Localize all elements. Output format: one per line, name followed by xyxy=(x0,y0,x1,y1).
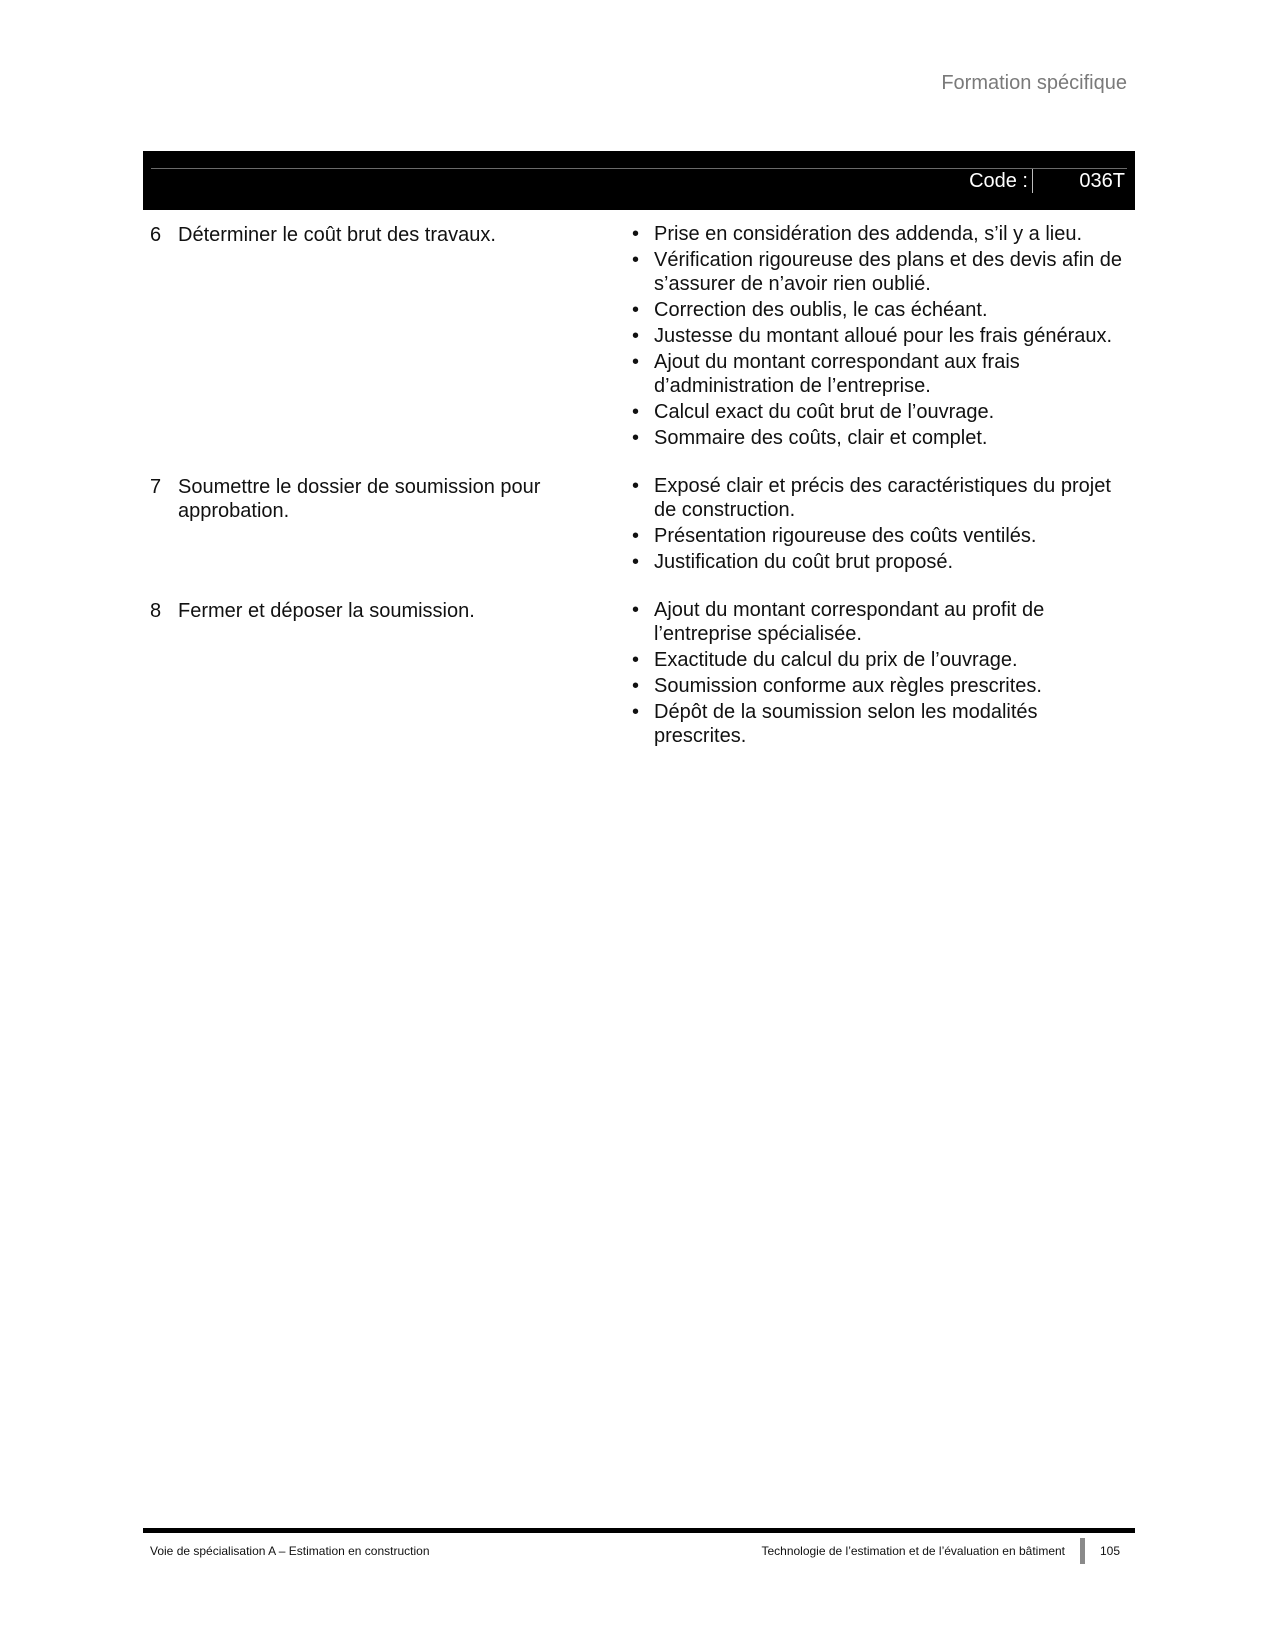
criteria-list xyxy=(630,598,1135,748)
bullet-icon: • xyxy=(632,223,640,245)
criteria-text: Vérification rigoureuse des plans et des devis afin de s’assurer de n’avoir rien oublié. xyxy=(654,249,1123,295)
criteria-text: Calcul exact du coût brut de l’ouvrage. xyxy=(654,401,995,423)
header-rule xyxy=(151,168,1127,169)
competence-text: Fermer et déposer la soumission. xyxy=(178,600,475,622)
footer-left-text: Voie de spécialisation A – Estimation en construction xyxy=(150,1544,430,1558)
criteria-text: Soumission conforme aux règles prescrites. xyxy=(654,675,1042,697)
bullet-icon: • xyxy=(632,299,640,321)
code-value: 036T xyxy=(1079,170,1125,192)
criteria-item xyxy=(630,598,1135,646)
competence-number: 7 xyxy=(150,476,162,498)
criteria-item xyxy=(630,426,1135,450)
competence-row xyxy=(143,222,1135,452)
competence-text: Soumettre le dossier de soumission pour approbation. xyxy=(178,476,541,522)
criteria-list xyxy=(630,474,1135,574)
bullet-icon: • xyxy=(632,351,640,373)
criteria-text: Présentation rigoureuse des coûts ventilés. xyxy=(654,525,1037,547)
criteria-item xyxy=(630,350,1135,398)
competence-cell xyxy=(143,598,630,750)
criteria-item xyxy=(630,298,1135,322)
bullet-icon: • xyxy=(632,599,640,621)
footer-right-text: Technologie de l’estimation et de l’évaluation en bâtiment xyxy=(761,1544,1065,1558)
criteria-text: Prise en considération des addenda, s’il y a lieu. xyxy=(654,223,1083,245)
competence-text: Déterminer le coût brut des travaux. xyxy=(178,224,496,246)
bullet-icon: • xyxy=(632,325,640,347)
criteria-text: Sommaire des coûts, clair et complet. xyxy=(654,427,988,449)
criteria-item xyxy=(630,648,1135,672)
bullet-icon: • xyxy=(632,475,640,497)
footer-rule xyxy=(143,1528,1135,1533)
code-label: Code : xyxy=(969,170,1028,192)
bullet-icon: • xyxy=(632,551,640,573)
criteria-item xyxy=(630,248,1135,296)
bullet-icon: • xyxy=(632,525,640,547)
criteria-item xyxy=(630,700,1135,748)
criteria-text: Justesse du montant alloué pour les frais généraux. xyxy=(654,325,1113,347)
page-number: 105 xyxy=(1100,1544,1121,1558)
bullet-icon: • xyxy=(632,427,640,449)
criteria-item xyxy=(630,550,1135,574)
criteria-cell xyxy=(630,598,1135,750)
code-divider xyxy=(1032,169,1033,193)
competence-table xyxy=(143,222,1135,772)
bullet-icon: • xyxy=(632,649,640,671)
bullet-icon: • xyxy=(632,675,640,697)
competence-row xyxy=(143,598,1135,750)
criteria-item xyxy=(630,222,1135,246)
criteria-text: Justification du coût brut proposé. xyxy=(654,551,954,573)
criteria-item xyxy=(630,524,1135,548)
criteria-text: Exactitude du calcul du prix de l’ouvrage. xyxy=(654,649,1018,671)
competence-number: 6 xyxy=(150,224,162,246)
criteria-item xyxy=(630,324,1135,348)
bullet-icon: • xyxy=(632,701,640,723)
competence-number: 8 xyxy=(150,600,162,622)
competence-cell xyxy=(143,222,630,452)
criteria-cell xyxy=(630,474,1135,576)
criteria-cell xyxy=(630,222,1135,452)
footer-separator xyxy=(1080,1538,1085,1564)
bullet-icon: • xyxy=(632,401,640,423)
competence-row xyxy=(143,474,1135,576)
criteria-item xyxy=(630,400,1135,424)
criteria-text: Exposé clair et précis des caractéristiques du projet de construction. xyxy=(654,475,1111,521)
bullet-icon: • xyxy=(632,249,640,271)
criteria-list xyxy=(630,222,1135,450)
code-header-bar xyxy=(143,151,1135,210)
criteria-item xyxy=(630,674,1135,698)
running-head: Formation spécifique xyxy=(941,72,1127,94)
criteria-text: Dépôt de la soumission selon les modalités prescrites. xyxy=(654,701,1038,747)
criteria-item xyxy=(630,474,1135,522)
criteria-text: Ajout du montant correspondant aux frais d’administration de l’entreprise. xyxy=(654,351,1020,397)
criteria-text: Ajout du montant correspondant au profit de l’entreprise spécialisée. xyxy=(654,599,1045,645)
criteria-text: Correction des oublis, le cas échéant. xyxy=(654,299,988,321)
competence-cell xyxy=(143,474,630,576)
